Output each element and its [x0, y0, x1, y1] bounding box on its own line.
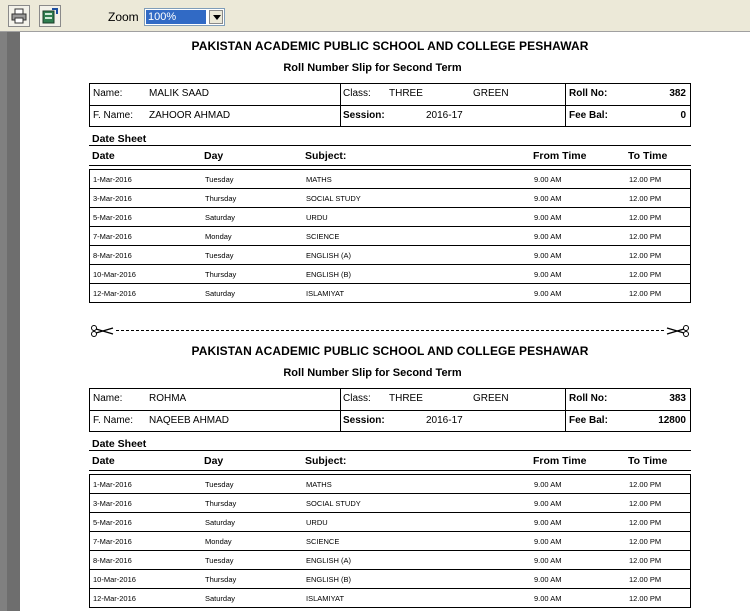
cell-to-time: 12.00 PM	[629, 480, 662, 489]
fee-balance: 0	[680, 110, 686, 121]
date-sheet-title: Date Sheet	[92, 438, 147, 450]
table-row	[90, 227, 690, 246]
zoom-select[interactable]	[144, 8, 225, 26]
cell-day: Saturday	[205, 518, 236, 527]
slip-subtitle: Roll Number Slip for Second Term	[283, 367, 462, 379]
table-row	[90, 589, 690, 608]
cell-subject: ENGLISH (B)	[306, 270, 352, 279]
cell-day: Tuesday	[205, 251, 234, 260]
table-row	[90, 475, 690, 494]
cell-day: Saturday	[205, 289, 236, 298]
cell-subject: ISLAMIYAT	[306, 594, 345, 603]
student-info-box	[89, 83, 691, 127]
dash-line	[116, 330, 664, 331]
name-label: Name:	[93, 88, 123, 99]
class-label: Class:	[343, 393, 371, 404]
table-row	[90, 189, 690, 208]
cell-subject: SOCIAL STUDY	[306, 194, 361, 203]
cell-date: 5-Mar-2016	[93, 213, 132, 222]
cell-day: Thursday	[205, 270, 237, 279]
divider	[565, 389, 566, 431]
table-body	[89, 474, 691, 608]
cell-date: 3-Mar-2016	[93, 194, 132, 203]
student-name: MALIK SAAD	[149, 88, 210, 99]
cell-date: 1-Mar-2016	[93, 175, 132, 184]
cell-from-time: 9.00 AM	[534, 194, 562, 203]
table-row	[90, 494, 690, 513]
header-from-time: From Time	[533, 455, 587, 467]
report-page[interactable]	[20, 32, 750, 611]
scissors-icon	[90, 325, 114, 337]
cell-date: 8-Mar-2016	[93, 556, 132, 565]
table-row	[90, 170, 690, 189]
header-date: Date	[92, 150, 115, 162]
cell-from-time: 9.00 AM	[534, 270, 562, 279]
header-from-time: From Time	[533, 150, 587, 162]
cell-subject: MATHS	[306, 480, 332, 489]
scissors-icon	[666, 325, 690, 337]
cell-subject: URDU	[306, 518, 328, 527]
cell-to-time: 12.00 PM	[629, 232, 662, 241]
cell-date: 12-Mar-2016	[93, 289, 136, 298]
date-sheet-table	[89, 450, 691, 610]
name-label: Name:	[93, 393, 123, 404]
table-row	[90, 284, 690, 303]
toolbar	[0, 0, 750, 32]
cell-date: 5-Mar-2016	[93, 518, 132, 527]
roll-label: Roll No:	[569, 88, 608, 99]
divider	[90, 410, 690, 411]
divider	[90, 105, 690, 106]
cell-subject: URDU	[306, 213, 328, 222]
table-row	[90, 570, 690, 589]
school-title: PAKISTAN ACADEMIC PUBLIC SCHOOL AND COLLEGE PESHAWAR	[191, 344, 589, 358]
cell-from-time: 9.00 AM	[534, 213, 562, 222]
left-border	[0, 32, 7, 611]
fee-balance: 12800	[658, 415, 686, 426]
cell-to-time: 12.00 PM	[629, 194, 662, 203]
cell-from-time: 9.00 AM	[534, 594, 562, 603]
cell-from-time: 9.00 AM	[534, 575, 562, 584]
cell-day: Saturday	[205, 594, 236, 603]
cell-date: 8-Mar-2016	[93, 251, 132, 260]
cell-from-time: 9.00 AM	[534, 537, 562, 546]
header-day: Day	[204, 455, 224, 467]
cell-day: Thursday	[205, 499, 237, 508]
header-date: Date	[92, 455, 115, 467]
table-header	[89, 145, 691, 166]
cell-date: 10-Mar-2016	[93, 575, 136, 584]
cell-subject: SCIENCE	[306, 232, 340, 241]
divider	[340, 84, 341, 126]
roll-number: 382	[669, 88, 686, 99]
fname-label: F. Name:	[93, 415, 134, 426]
divider	[340, 389, 341, 431]
class-label: Class:	[343, 88, 371, 99]
class-value: THREE	[389, 393, 423, 404]
class-value: THREE	[389, 88, 423, 99]
cell-to-time: 12.00 PM	[629, 175, 662, 184]
roll-number: 383	[669, 393, 686, 404]
cell-to-time: 12.00 PM	[629, 556, 662, 565]
table-body	[89, 169, 691, 303]
cell-to-time: 12.00 PM	[629, 251, 662, 260]
cell-to-time: 12.00 PM	[629, 289, 662, 298]
table-row	[90, 532, 690, 551]
table-row	[90, 551, 690, 570]
date-sheet-table	[89, 145, 691, 305]
cell-subject: MATHS	[306, 175, 332, 184]
session-label: Session:	[343, 110, 385, 121]
roll-number-slip	[20, 337, 750, 611]
slip-subtitle: Roll Number Slip for Second Term	[283, 62, 462, 74]
cell-to-time: 12.00 PM	[629, 594, 662, 603]
header-to-time: To Time	[628, 150, 668, 162]
cell-day: Monday	[205, 232, 232, 241]
fee-label: Fee Bal:	[569, 110, 608, 121]
cell-subject: SOCIAL STUDY	[306, 499, 361, 508]
zoom-value: 100%	[146, 10, 206, 24]
table-row	[90, 513, 690, 532]
cell-date: 12-Mar-2016	[93, 594, 136, 603]
father-name: NAQEEB AHMAD	[149, 415, 230, 426]
cell-day: Thursday	[205, 194, 237, 203]
export-button[interactable]	[39, 5, 61, 27]
export-icon	[42, 8, 58, 24]
session-value: 2016-17	[426, 415, 463, 426]
session-label: Session:	[343, 415, 385, 426]
cell-date: 1-Mar-2016	[93, 480, 132, 489]
header-to-time: To Time	[628, 455, 668, 467]
cell-day: Thursday	[205, 575, 237, 584]
cell-from-time: 9.00 AM	[534, 518, 562, 527]
cell-subject: ENGLISH (B)	[306, 575, 352, 584]
cell-to-time: 12.00 PM	[629, 213, 662, 222]
table-row	[90, 208, 690, 227]
cell-to-time: 12.00 PM	[629, 270, 662, 279]
student-info-box	[89, 388, 691, 432]
page-gutter	[7, 32, 20, 611]
roll-number-slip	[20, 32, 750, 332]
cell-subject: ISLAMIYAT	[306, 289, 345, 298]
table-row	[90, 246, 690, 265]
cell-from-time: 9.00 AM	[534, 289, 562, 298]
cell-to-time: 12.00 PM	[629, 537, 662, 546]
cell-day: Tuesday	[205, 480, 234, 489]
printer-icon	[11, 8, 27, 24]
cell-date: 10-Mar-2016	[93, 270, 136, 279]
cell-subject: ENGLISH (A)	[306, 251, 352, 260]
cut-line	[90, 325, 690, 337]
table-header	[89, 450, 691, 471]
cell-from-time: 9.00 AM	[534, 556, 562, 565]
cell-date: 7-Mar-2016	[93, 232, 132, 241]
cell-to-time: 12.00 PM	[629, 575, 662, 584]
header-subject: Subject:	[305, 150, 347, 162]
cell-date: 3-Mar-2016	[93, 499, 132, 508]
school-title: PAKISTAN ACADEMIC PUBLIC SCHOOL AND COLLEGE PESHAWAR	[191, 39, 589, 53]
print-button[interactable]	[8, 5, 30, 27]
divider	[565, 84, 566, 126]
header-day: Day	[204, 150, 224, 162]
cell-from-time: 9.00 AM	[534, 251, 562, 260]
section-value: GREEN	[473, 393, 509, 404]
cell-date: 7-Mar-2016	[93, 537, 132, 546]
cell-day: Tuesday	[205, 556, 234, 565]
father-name: ZAHOOR AHMAD	[149, 110, 231, 121]
cell-from-time: 9.00 AM	[534, 175, 562, 184]
session-value: 2016-17	[426, 110, 463, 121]
cell-to-time: 12.00 PM	[629, 518, 662, 527]
student-name: ROHMA	[149, 393, 187, 404]
roll-label: Roll No:	[569, 393, 608, 404]
fname-label: F. Name:	[93, 110, 134, 121]
cell-from-time: 9.00 AM	[534, 232, 562, 241]
cell-from-time: 9.00 AM	[534, 499, 562, 508]
cell-subject: ENGLISH (A)	[306, 556, 352, 565]
cell-day: Monday	[205, 537, 232, 546]
cell-subject: SCIENCE	[306, 537, 340, 546]
cell-to-time: 12.00 PM	[629, 499, 662, 508]
cell-from-time: 9.00 AM	[534, 480, 562, 489]
cell-day: Tuesday	[205, 175, 234, 184]
date-sheet-title: Date Sheet	[92, 133, 147, 145]
cell-day: Saturday	[205, 213, 236, 222]
section-value: GREEN	[473, 88, 509, 99]
fee-label: Fee Bal:	[569, 415, 608, 426]
chevron-down-icon[interactable]	[209, 10, 223, 24]
header-subject: Subject:	[305, 455, 347, 467]
zoom-label: Zoom	[108, 10, 139, 24]
table-row	[90, 265, 690, 284]
